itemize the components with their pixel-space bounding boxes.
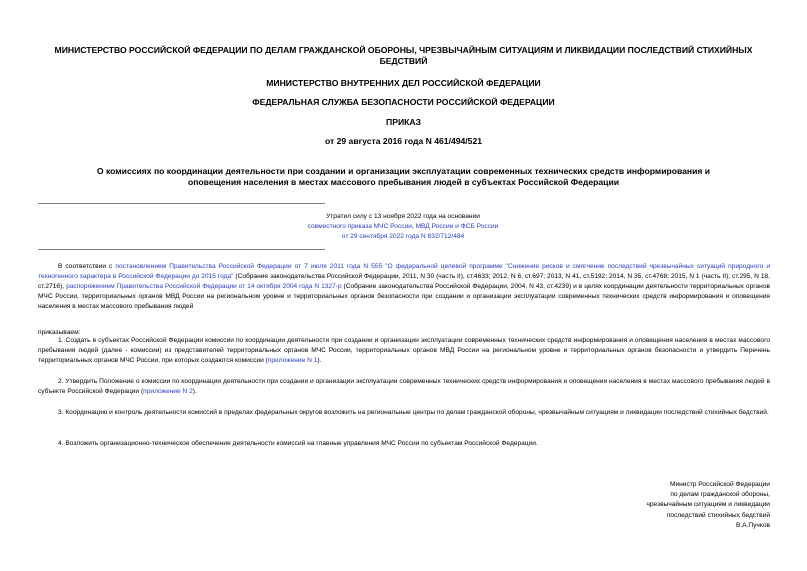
divider-bottom — [38, 249, 325, 250]
appendix-1-link[interactable]: приложение N 1 — [267, 357, 318, 364]
ministry-interior-heading: МИНИСТЕРСТВО ВНУТРЕННИХ ДЕЛ РОССИЙСКОЙ ФЕДЕРАЦИИ — [266, 78, 541, 88]
legal-basis-paragraph — [38, 262, 770, 312]
appendix-2-link[interactable]: приложение N 2 — [143, 388, 193, 395]
signature-block — [565, 480, 770, 531]
repeal-order-date-link[interactable]: от 29 сентября 2022 года N 832/712/484 — [341, 233, 465, 240]
repeal-notice — [233, 212, 573, 242]
order-item-3: 3. Координацию и контроль деятельности комиссий в пределах федеральных округов возложить на региональные центры по делам гражданской обороны, чрезвычайным ситуациям и ликвидации последствий стихийных бедствий. — [58, 409, 769, 416]
order-word: приказываем: — [38, 329, 81, 336]
signature-line-2: по делам гражданской обороны, — [670, 491, 770, 499]
signature-line-1: Министр Российской Федерации — [669, 481, 770, 488]
basis-text-2: (Собрание законодательства Российской Федерации, 2011, N 30 (часть II), ст.4633; 2012, N 6, ст.697; 2013, N 41, ст.5192; 2014, N 35, ст.4768; 2015, N 1 (часть II), ст.295, N 18, ст.2716), — [38, 273, 770, 290]
item-2-text: 2. Утвердить Положение о комиссии по координации деятельности при создании и организации эксплуатации современных технических средств информирования и оповещения населения в местах массового пребывания людей в субъекте Российской Федерации ( — [38, 378, 770, 395]
basis-text-1: В соответствии с — [58, 263, 116, 270]
item-1-end: ). — [317, 357, 322, 364]
basis-text-3: (Собрание законодательства Российской Федерации, 2004, N 43, ст.4239) и в целях координации деятельности территориальных органов МЧС России, территориальных органов МВД России на региональном уровне и территориальных органов безопасности при создании и организации эксплуатации современных технических средств информирования и оповещения населения в местах массового пребывания людей — [38, 283, 770, 310]
item-2-end: ). — [192, 388, 197, 395]
order-item-2 — [38, 377, 770, 397]
government-decree-link[interactable]: постановлением Правительства Российской Федерации от 7 июля 2011 года N 555 "О федеральной целевой программе "Снижение рисков и смягчение последствий чрезвычайных ситуаций природного и техногенного характера в Российской Федерации до 2015 года" — [38, 263, 771, 280]
government-order-link[interactable]: распоряжением Правительства Российской Федерации от 14 октября 2004 года N 1327-р — [66, 283, 342, 290]
repeal-notice-text: Утратил силу с 13 ноября 2022 года на основании — [326, 213, 480, 220]
signature-line-4: последствий стихийных бедствий — [666, 511, 770, 519]
document-date-number: от 29 августа 2016 года N 461/494/521 — [324, 136, 483, 146]
order-item-1 — [38, 336, 770, 366]
ministry-emergency-heading: МИНИСТЕРСТВО РОССИЙСКОЙ ФЕДЕРАЦИИ ПО ДЕЛАМ ГРАЖДАНСКОЙ ОБОРОНЫ, ЧРЕЗВЫЧАЙНЫМ СИТУАЦИЯМ И ЛИКВИДАЦИИ ПОСЛЕДСТВИЙ СТИХИЙНЫХ БЕДСТВИЙ — [54, 45, 753, 66]
signature-name: В.А.Пучков — [735, 521, 770, 529]
security-service-heading: ФЕДЕРАЛЬНАЯ СЛУЖБА БЕЗОПАСНОСТИ РОССИЙСКОЙ ФЕДЕРАЦИИ — [252, 97, 555, 107]
item-1-text: 1. Создать в субъектах Российской Федерации комиссии по координации деятельности при создании и организации эксплуатации современных технических средств информирования и оповещения населения в местах массового пребывания людей (далее - комиссии) из представителей территориальных органов МЧС России, территориальных органов МВД России на региональном уровне и территориальных органов безопасности и утвердить Перечень территориальных органов МЧС России, при которых создаются комиссии ( — [38, 337, 770, 364]
document-type: ПРИКАЗ — [386, 117, 421, 127]
divider-top — [38, 203, 325, 204]
signature-line-3: чрезвычайным ситуациям и ликвидации — [646, 501, 770, 509]
document-title: О комиссиях по координации деятельности при создании и организации эксплуатации современных технических средств информирования и оповещения населения в местах массового пребывания людей в субъектах Российской Федерации — [96, 166, 711, 187]
repeal-order-link[interactable]: совместного приказа МЧС России, МВД России и ФСБ России — [307, 223, 499, 230]
order-item-4: 4. Возложить организационно-техническое обеспечение деятельности комиссий на главные управления МЧС России по субъектам Российской Федерации. — [58, 440, 538, 447]
